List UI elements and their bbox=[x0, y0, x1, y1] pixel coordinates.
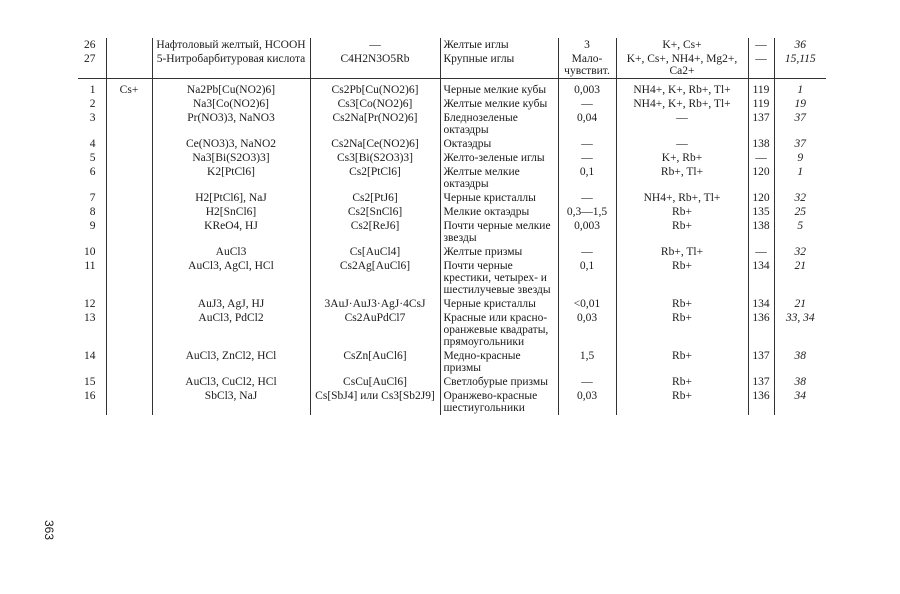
table-row bbox=[78, 219, 826, 245]
cell-interference: K+, Cs+ bbox=[616, 38, 748, 52]
cell-page: — bbox=[748, 38, 774, 52]
cell-page: 136 bbox=[748, 311, 774, 349]
cell-interference: Rb+ bbox=[616, 389, 748, 415]
cell-sensitivity: 0,1 bbox=[558, 165, 616, 191]
table-row bbox=[78, 79, 826, 98]
cell-description: Желто-зеленые иглы bbox=[440, 151, 558, 165]
cell-refs: 1 bbox=[774, 79, 826, 98]
cell-ion bbox=[106, 245, 152, 259]
cell-description: Почти черные мелкие звезды bbox=[440, 219, 558, 245]
cell-refs: 38 bbox=[774, 349, 826, 375]
cell-num: 15 bbox=[84, 376, 96, 388]
cell-interference: Rb+ bbox=[616, 349, 748, 375]
table-row bbox=[78, 137, 826, 151]
cell-sensitivity: — bbox=[558, 137, 616, 151]
cell-formula: Cs2AuPdCl7 bbox=[310, 311, 440, 349]
cell-sensitivity: <0,01 bbox=[558, 297, 616, 311]
cell-description: Желтые мелкие кубы bbox=[440, 97, 558, 111]
table-row bbox=[78, 375, 826, 389]
table-row bbox=[78, 52, 826, 79]
cell-ion bbox=[106, 38, 152, 52]
table-row bbox=[78, 38, 826, 52]
cell-sensitivity: — bbox=[558, 245, 616, 259]
cell-sensitivity: — bbox=[558, 151, 616, 165]
cell-ion bbox=[106, 349, 152, 375]
table-row bbox=[78, 151, 826, 165]
cell-num: 9 bbox=[89, 220, 96, 232]
cell-sensitivity: 0,04 bbox=[558, 111, 616, 137]
cell-description: Светлобурые призмы bbox=[440, 375, 558, 389]
cell-sensitivity: — bbox=[558, 375, 616, 389]
cell-formula: Cs3[Bi(S2O3)3] bbox=[310, 151, 440, 165]
cell-page: 119 bbox=[748, 97, 774, 111]
cell-interference: K+, Rb+ bbox=[616, 151, 748, 165]
cell-interference: Rb+, Tl+ bbox=[616, 165, 748, 191]
cell-reagent: Pr(NO3)3, NaNO3 bbox=[152, 111, 310, 137]
top-rows bbox=[78, 38, 826, 79]
cell-description: Медно-красные призмы bbox=[440, 349, 558, 375]
cell-interference: Rb+ bbox=[616, 219, 748, 245]
cell-ion bbox=[106, 219, 152, 245]
cell-description: Желтые призмы bbox=[440, 245, 558, 259]
cell-formula: Cs[AuCl4] bbox=[310, 245, 440, 259]
cell-interference: NH4+, K+, Rb+, Tl+ bbox=[616, 79, 748, 98]
cell-refs: 36 bbox=[774, 38, 826, 52]
cell-ion bbox=[106, 97, 152, 111]
cell-num: 6 bbox=[89, 166, 96, 178]
cell-refs: 5 bbox=[774, 219, 826, 245]
cell-reagent: K2[PtCl6] bbox=[152, 165, 310, 191]
cell-formula: Cs2Na[Pr(NO2)6] bbox=[310, 111, 440, 137]
cell-formula: 3AuJ·AuJ3·AgJ·4CsJ bbox=[310, 297, 440, 311]
cell-formula: Cs[SbJ4] или Cs3[Sb2J9] bbox=[310, 389, 440, 415]
cell-ion bbox=[106, 259, 152, 297]
cell-refs: 21 bbox=[774, 297, 826, 311]
cell-num: 2 bbox=[89, 98, 96, 110]
cell-formula: Cs2[SnCl6] bbox=[310, 205, 440, 219]
cell-sensitivity: 0,1 bbox=[558, 259, 616, 297]
cell-description: Октаэдры bbox=[440, 137, 558, 151]
cell-description: Черные кристаллы bbox=[440, 191, 558, 205]
cell-ion: Cs+ bbox=[106, 79, 152, 98]
cell-num: 12 bbox=[84, 298, 96, 310]
cell-reagent: AuCl3, ZnCl2, HCl bbox=[152, 349, 310, 375]
reagent-table bbox=[78, 38, 826, 415]
cell-refs: 19 bbox=[774, 97, 826, 111]
cell-reagent: AuCl3, AgCl, HCl bbox=[152, 259, 310, 297]
cell-formula: Cs3[Co(NO2)6] bbox=[310, 97, 440, 111]
cell-num: 11 bbox=[84, 260, 96, 272]
cell-num: 7 bbox=[89, 192, 96, 204]
table-row bbox=[78, 245, 826, 259]
cell-page: 119 bbox=[748, 79, 774, 98]
cell-page: — bbox=[748, 151, 774, 165]
cell-description: Бледнозеленые октаэдры bbox=[440, 111, 558, 137]
cell-num: 5 bbox=[89, 152, 96, 164]
cell-refs: 34 bbox=[774, 389, 826, 415]
cell-refs: 15,115 bbox=[774, 52, 826, 79]
cell-interference: Rb+ bbox=[616, 297, 748, 311]
cell-ion bbox=[106, 151, 152, 165]
cell-refs: 21 bbox=[774, 259, 826, 297]
cell-ion bbox=[106, 137, 152, 151]
cell-formula: Cs2Na[Ce(NO2)6] bbox=[310, 137, 440, 151]
cell-refs: 9 bbox=[774, 151, 826, 165]
cell-sensitivity: 1,5 bbox=[558, 349, 616, 375]
cell-description: Мелкие октаэдры bbox=[440, 205, 558, 219]
cell-reagent: Na3[Co(NO2)6] bbox=[152, 97, 310, 111]
cell-refs: 32 bbox=[774, 191, 826, 205]
cell-ion bbox=[106, 297, 152, 311]
cell-page: 136 bbox=[748, 389, 774, 415]
table-row bbox=[78, 165, 826, 191]
cell-page: 134 bbox=[748, 259, 774, 297]
table-row bbox=[78, 191, 826, 205]
cell-sensitivity: 3 bbox=[558, 38, 616, 52]
cell-ion bbox=[106, 52, 152, 79]
cell-ion bbox=[106, 389, 152, 415]
cell-description: Крупные иглы bbox=[440, 52, 558, 79]
cell-formula: C4H2N3O5Rb bbox=[310, 52, 440, 79]
cell-page: 137 bbox=[748, 349, 774, 375]
cell-interference: NH4+, K+, Rb+, Tl+ bbox=[616, 97, 748, 111]
cell-interference: Rb+ bbox=[616, 205, 748, 219]
cell-sensitivity: Мало-чувствит. bbox=[558, 52, 616, 79]
cell-reagent: AuCl3, PdCl2 bbox=[152, 311, 310, 349]
cell-reagent: Na3[Bi(S2O3)3] bbox=[152, 151, 310, 165]
cell-description: Черные мелкие кубы bbox=[440, 79, 558, 98]
cell-formula: Cs2Pb[Cu(NO2)6] bbox=[310, 79, 440, 98]
page-number: 363 bbox=[42, 520, 56, 541]
cell-sensitivity: 0,003 bbox=[558, 79, 616, 98]
cell-reagent: Na2Pb[Cu(NO2)6] bbox=[152, 79, 310, 98]
cell-page: 120 bbox=[748, 165, 774, 191]
cell-num: 1 bbox=[78, 79, 106, 98]
cell-description: Оранжево-красные шестиугольники bbox=[440, 389, 558, 415]
cell-num: 3 bbox=[89, 112, 96, 124]
cell-num: 4 bbox=[89, 138, 96, 150]
cell-num: 13 bbox=[84, 312, 96, 324]
cell-num: 27 bbox=[84, 53, 96, 65]
cell-num: 26 bbox=[84, 39, 96, 51]
cell-page: 138 bbox=[748, 219, 774, 245]
cell-sensitivity: 0,03 bbox=[558, 311, 616, 349]
cell-interference: Rb+, Tl+ bbox=[616, 245, 748, 259]
cell-interference: Rb+ bbox=[616, 311, 748, 349]
cell-num: 8 bbox=[89, 206, 96, 218]
cell-formula: Cs2[ReJ6] bbox=[310, 219, 440, 245]
cell-ion bbox=[106, 191, 152, 205]
cell-sensitivity: 0,03 bbox=[558, 389, 616, 415]
cell-reagent: Нафтоловый желтый, НСООН bbox=[152, 38, 310, 52]
cell-formula: Cs2[PtCl6] bbox=[310, 165, 440, 191]
cell-refs: 38 bbox=[774, 375, 826, 389]
cell-reagent: KReO4, HJ bbox=[152, 219, 310, 245]
cell-reagent: SbCl3, NaJ bbox=[152, 389, 310, 415]
cell-ion bbox=[106, 205, 152, 219]
cell-num: 10 bbox=[84, 246, 96, 258]
cell-description: Желтые мелкие октаэдры bbox=[440, 165, 558, 191]
cell-ion bbox=[106, 375, 152, 389]
cell-refs: 25 bbox=[774, 205, 826, 219]
cell-ion bbox=[106, 311, 152, 349]
cell-page: 134 bbox=[748, 297, 774, 311]
cell-page: 135 bbox=[748, 205, 774, 219]
table-row bbox=[78, 111, 826, 137]
cell-refs: 37 bbox=[774, 111, 826, 137]
cell-interference: — bbox=[616, 137, 748, 151]
cell-sensitivity: 0,003 bbox=[558, 219, 616, 245]
cell-description: Красные или красно-оранжевые квадраты, прямоугольники bbox=[440, 311, 558, 349]
cell-refs: 1 bbox=[774, 165, 826, 191]
table-row bbox=[78, 349, 826, 375]
cs-rows bbox=[78, 79, 826, 416]
cell-reagent: Ce(NO3)3, NaNO2 bbox=[152, 137, 310, 151]
cell-formula: CsCu[AuCl6] bbox=[310, 375, 440, 389]
cell-reagent: AuCl3 bbox=[152, 245, 310, 259]
cell-description: Почти черные крестики, четырех- и шестилучевые звезды bbox=[440, 259, 558, 297]
table-row bbox=[78, 205, 826, 219]
cell-page: — bbox=[748, 245, 774, 259]
table-row bbox=[78, 389, 826, 415]
cell-reagent: 5-Нитробарбитуровая кислота bbox=[152, 52, 310, 79]
cell-interference: K+, Cs+, NH4+, Mg2+, Ca2+ bbox=[616, 52, 748, 79]
table-row bbox=[78, 311, 826, 349]
cell-description: Желтые иглы bbox=[440, 38, 558, 52]
cell-num: 16 bbox=[84, 390, 96, 402]
table-row bbox=[78, 97, 826, 111]
cell-sensitivity: — bbox=[558, 191, 616, 205]
cell-page: — bbox=[748, 52, 774, 79]
cell-page: 137 bbox=[748, 375, 774, 389]
cell-interference: Rb+ bbox=[616, 259, 748, 297]
cell-formula: CsZn[AuCl6] bbox=[310, 349, 440, 375]
cell-reagent: AuCl3, CuCl2, HCl bbox=[152, 375, 310, 389]
cell-interference: Rb+ bbox=[616, 375, 748, 389]
table-row bbox=[78, 259, 826, 297]
cell-refs: 37 bbox=[774, 137, 826, 151]
cell-interference: NH4+, Rb+, Tl+ bbox=[616, 191, 748, 205]
cell-formula: — bbox=[310, 38, 440, 52]
cell-page: 137 bbox=[748, 111, 774, 137]
cell-refs: 33, 34 bbox=[774, 311, 826, 349]
cell-sensitivity: 0,3—1,5 bbox=[558, 205, 616, 219]
cell-refs: 32 bbox=[774, 245, 826, 259]
cell-ion bbox=[106, 111, 152, 137]
cell-page: 120 bbox=[748, 191, 774, 205]
cell-formula: Cs2Ag[AuCl6] bbox=[310, 259, 440, 297]
cell-reagent: H2[PtCl6], NaJ bbox=[152, 191, 310, 205]
cell-reagent: AuJ3, AgJ, HJ bbox=[152, 297, 310, 311]
cell-ion bbox=[106, 165, 152, 191]
table-row bbox=[78, 297, 826, 311]
cell-reagent: H2[SnCl6] bbox=[152, 205, 310, 219]
cell-page: 138 bbox=[748, 137, 774, 151]
cell-description: Черные кристаллы bbox=[440, 297, 558, 311]
cell-num: 14 bbox=[84, 350, 96, 362]
cell-sensitivity: — bbox=[558, 97, 616, 111]
cell-interference: — bbox=[616, 111, 748, 137]
cell-formula: Cs2[PtJ6] bbox=[310, 191, 440, 205]
